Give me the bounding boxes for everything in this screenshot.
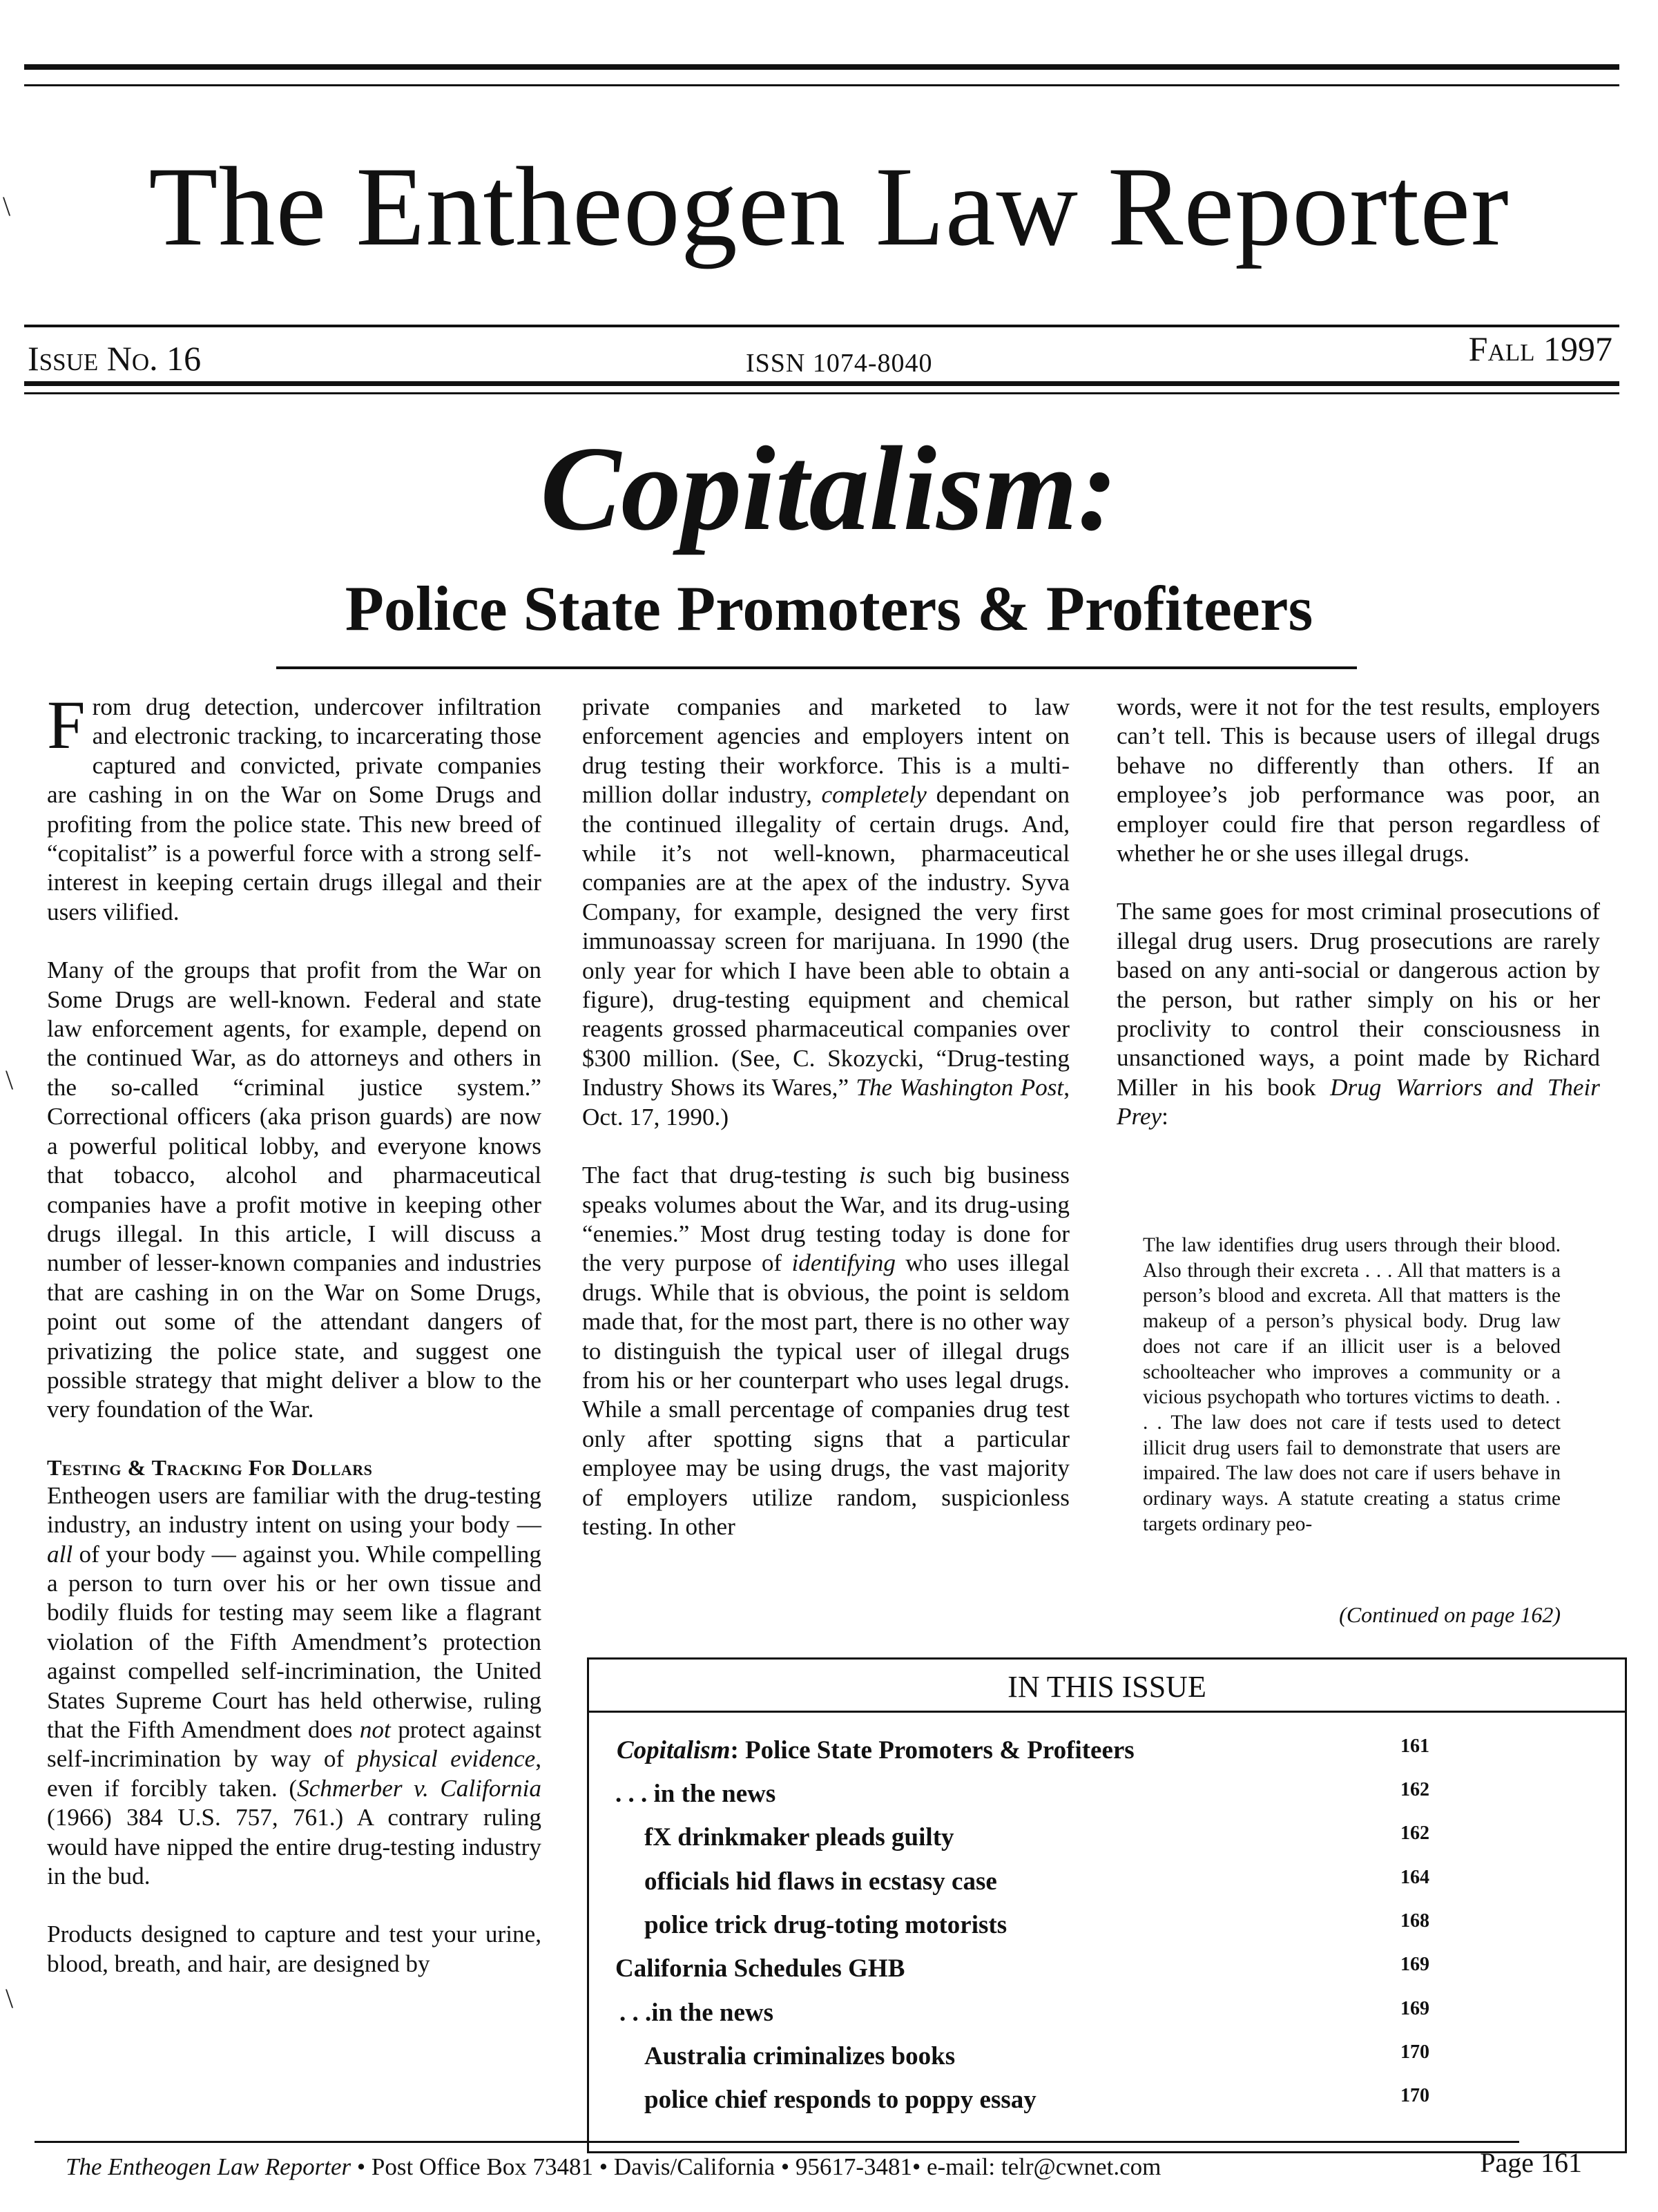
text-run: , even if forcibly taken. (: [47, 1745, 541, 1802]
toc-item-title: California Schedules GHB: [615, 1954, 905, 1983]
text-run: of your body — against you. While compelling a person to turn over his or her own tissue and bodily fluids for testing may seem like a flagrant violation of the Fifth Amendment’s protection against compelled self-incrimination, the United States Supreme Court has held otherwise, ruling that the Fifth Amendment does: [47, 1540, 541, 1743]
paragraph: [47, 686, 541, 927]
text-run: identifying: [791, 1249, 896, 1277]
masthead-rule-lower-thin: [24, 392, 1619, 394]
article-column-3: [1117, 693, 1600, 1132]
article-column-2: [582, 693, 1070, 1541]
toc-item-page: 164: [1400, 1867, 1429, 1888]
toc-item-page: 162: [1400, 1823, 1429, 1844]
paragraph: Many of the groups that profit from the War on Some Drugs are well-known. Federal and state law enforcement agents, for example, depend on the continued War, as do attorneys and others in the so-called “criminal justice system.” Correctional officers (aka prison guards) are now a powerful political lobby, and everyone knows that tobacco, alcohol and pharmaceutical companies have a profit motive in keeping other drugs illegal. In this article, I will discuss a number of lesser-known companies and industries that are cashing in on the War on Some Drugs, point out some of the attendant dangers of privatizing the police state, and suggest one possible strategy that might deliver a blow to the very foundation of the War.: [47, 956, 541, 1423]
article-title: Copitalism:: [540, 421, 1118, 555]
toc-item[interactable]: [589, 1954, 1625, 1997]
toc-item-page: 169: [1400, 1954, 1429, 1975]
text-run: (1966) 384 U.S. 757, 761.) A contrary ruling would have nipped the entire drug-testing industry in the bud.: [47, 1804, 541, 1890]
page-number: Page 161: [1480, 2147, 1582, 2178]
toc-item-title: police chief responds to poppy essay: [644, 2086, 1037, 2114]
toc-item[interactable]: [589, 2085, 1625, 2128]
continued-link[interactable]: (Continued on page 162): [1339, 1602, 1561, 1627]
block-quote: The law identifies drug users through their blood. Also through their excreta . . . All that matters is a person’s blood and excreta. All that matters is the makeup of a person’s physical body. Drug law does not care if an illicit user is a beloved schoolteacher who improves a community or a vicious psychopath who tortures victims to death. . . . The law does not care if tests used to detect illicit drug users fail to demonstrate that users are impaired. The law does not care if users behave in ordinary ways. A statute creating a status crime targets ordinary peo-: [1143, 1234, 1561, 1535]
toc-item[interactable]: [589, 1823, 1625, 1865]
paragraph: words, were it not for the test results, employers can’t tell. This is because users of illegal drugs behave no differently than others. If an employee’s job performance was poor, an employer could fire that person regardless of whether he or she uses illegal drugs.: [1117, 693, 1600, 867]
issue-season: Fall 1997: [1468, 329, 1612, 368]
footer-address: • Post Office Box 73481 • Davis/California • 95617-3481• e-mail: telr@cwnet.com: [351, 2153, 1161, 2180]
issue-number: Issue No. 16: [28, 339, 202, 378]
text-run: all: [47, 1540, 73, 1568]
text-run: is: [858, 1162, 876, 1189]
paragraph: [582, 1161, 1070, 1541]
toc-item-title: . . . in the news: [615, 1780, 776, 1808]
top-rule-thick: [24, 64, 1619, 70]
toc-item-page: 168: [1400, 1910, 1429, 1932]
toc-item[interactable]: [589, 2041, 1625, 2084]
section-heading: Testing & Tracking For Dollars: [47, 1454, 373, 1480]
paragraph: [47, 1481, 541, 1892]
article-column-1: [47, 686, 541, 1979]
scan-mark-icon: \: [6, 1983, 14, 2014]
footer-info: [66, 2153, 1161, 2181]
text-run: not: [359, 1716, 391, 1743]
issn: ISSN 1074-8040: [746, 349, 933, 378]
toc-title: IN THIS ISSUE: [1008, 1670, 1206, 1704]
text-run: who uses illegal drugs. While that is obvious, the point is seldom made that, for the most part, there is no other way to distinguish the typical user of illegal drugs from his or her counterpart who uses legal drugs. While a small percentage of companies drug test only after spotting signs that a particular employee may be using drugs, the vast majority of employers utilize random, suspicionless testing. In other: [582, 1249, 1070, 1540]
toc-item-title: officials hid flaws in ecstasy case: [644, 1867, 997, 1896]
toc-item-page: 169: [1400, 1998, 1429, 2019]
drop-cap: F: [47, 686, 86, 763]
paragraph: [1117, 897, 1600, 1131]
text-run: The same goes for most criminal prosecutions of illegal drug users. Drug prosecutions are rarely based on any anti-social or dangerous action by the person, but rather simply on his or her proclivity to control their consciousness in unsanctioned ways, a point made by Richard Miller in his book: [1117, 898, 1600, 1101]
article-subtitle: Police State Promoters & Profiteers: [345, 573, 1313, 644]
text-run: physical evidence: [356, 1745, 536, 1773]
paragraph: Products designed to capture and test your urine, blood, breath, and hair, are designed by: [47, 1921, 541, 1977]
text-run: dependant on the continued illegality of certain drugs. And, while it’s not well-known, pharmaceutical companies are at the apex of the industry. Syva Company, for example, designed the very first immunoassay screen for marijuana. In 1990 (the only year for which I have been able to obtain a figure), drug-testing equipment and chemical reagents grossed pharmaceutical companies over $300 million. (See, C. Skozycki, “Drug-testing Industry Shows its Wares,”: [582, 781, 1070, 1102]
text-run: protect against self-incrimination by way of: [47, 1716, 541, 1773]
toc-item[interactable]: [589, 1910, 1625, 1953]
text-run: The fact that drug-testing: [582, 1162, 859, 1189]
text-run: private companies and marketed to law enforcement agencies and employers intent on drug testing their workforce. This is a multi-million dollar industry,: [582, 693, 1070, 809]
toc-item-page: 162: [1400, 1779, 1429, 1800]
toc-item-title: Australia criminalizes books: [644, 2042, 956, 2070]
text-run: Copitalism: [617, 1736, 731, 1764]
toc-item-title: police trick drug-toting motorists: [644, 1911, 1008, 1939]
text-run: , Oct. 17, 1990.): [582, 1074, 1070, 1131]
text-run: The Washington Post: [856, 1074, 1064, 1102]
paragraph: [582, 693, 1070, 1132]
toc-item-title: . . .in the news: [619, 1999, 774, 2027]
top-rule-thin: [24, 84, 1619, 86]
in-this-issue-box: [587, 1657, 1627, 2153]
toc-item-title: fX drinkmaker pleads guilty: [644, 1823, 954, 1852]
text-run: Entheogen users are familiar with the drug-testing industry, an industry intent on using your body —: [47, 1481, 541, 1539]
masthead-rule-upper: [24, 325, 1619, 327]
issue-info-row: [28, 329, 1612, 378]
text-run: Drug Warriors and Their Prey: [1117, 1073, 1600, 1131]
toc-item[interactable]: [589, 1779, 1625, 1822]
toc-item-page: 161: [1400, 1735, 1429, 1757]
masthead-rule-lower-thick: [24, 381, 1619, 386]
scan-mark-icon: \: [6, 1064, 14, 1095]
toc-item-page: 170: [1400, 2085, 1429, 2106]
footer-publication: The Entheogen Law Reporter: [66, 2153, 351, 2180]
footer-rule: [35, 2141, 1519, 2143]
toc-item[interactable]: [589, 1735, 1625, 1778]
paragraph-text: rom drug detection, undercover infiltration and electronic tracking, to incarcerating those captured and convicted, private companies are cashing in on the War on Some Drugs and profiting from the police state. This new breed of “copitalist” is a powerful force with a strong self-interest in keeping certain drugs illegal and their users vilified.: [47, 693, 541, 925]
masthead-title: The Entheogen Law Reporter: [148, 144, 1510, 269]
toc-item[interactable]: [589, 1867, 1625, 1910]
toc-divider: [589, 1711, 1625, 1713]
toc-item-title: [617, 1735, 1135, 1765]
text-run: Schmerber v. California: [297, 1774, 541, 1802]
text-run: completely: [821, 781, 927, 809]
scan-mark-icon: \: [3, 191, 11, 222]
text-run: :: [1161, 1103, 1168, 1131]
text-run: such big business speaks volumes about the War, and its drug-using “enemies.” Most drug testing today is done for the very purpose of: [582, 1162, 1070, 1277]
toc-item[interactable]: [589, 1998, 1625, 2041]
toc-item-page: 170: [1400, 2041, 1429, 2063]
headline-underline: [276, 666, 1357, 669]
text-run: : Police State Promoters & Profiteers: [730, 1736, 1135, 1764]
